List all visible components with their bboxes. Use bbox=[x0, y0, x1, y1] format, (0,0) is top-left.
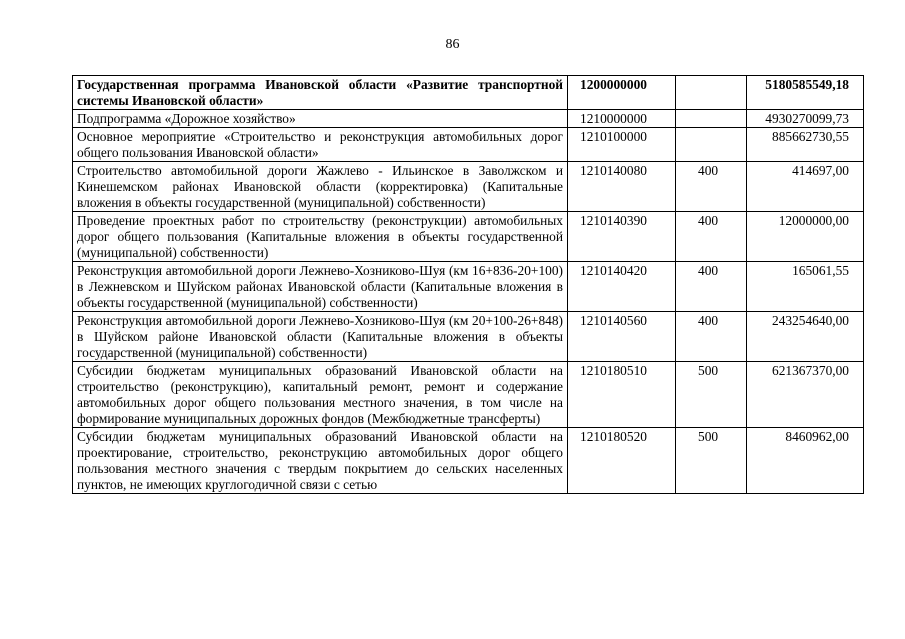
row-expense-type-cell bbox=[676, 110, 747, 128]
row-name-cell: Реконструкция автомобильной дороги Лежнево-Хозниково-Шуя (км 20+100-26+848) в Шуйском районе Ивановской области (Капитальные вложения в объекты государственной (муниципальной) собственности) bbox=[73, 312, 568, 362]
row-code-cell: 1210100000 bbox=[568, 128, 676, 162]
row-code-cell: 1210180510 bbox=[568, 362, 676, 428]
table-row bbox=[73, 76, 864, 110]
row-code-cell: 1210140390 bbox=[568, 212, 676, 262]
row-expense-type-cell: 500 bbox=[676, 428, 747, 494]
row-sum-cell: 621367370,00 bbox=[747, 362, 864, 428]
row-expense-type-cell: 400 bbox=[676, 212, 747, 262]
row-code-cell: 1210140560 bbox=[568, 312, 676, 362]
row-sum-cell: 4930270099,73 bbox=[747, 110, 864, 128]
row-expense-type-cell bbox=[676, 76, 747, 110]
budget-table-body bbox=[73, 76, 864, 494]
row-sum-cell: 8460962,00 bbox=[747, 428, 864, 494]
row-sum-cell: 165061,55 bbox=[747, 262, 864, 312]
table-row bbox=[73, 212, 864, 262]
table-row bbox=[73, 110, 864, 128]
row-name-cell: Государственная программа Ивановской области «Развитие транспортной системы Ивановской области» bbox=[73, 76, 568, 110]
row-code-cell: 1210140080 bbox=[568, 162, 676, 212]
table-row bbox=[73, 162, 864, 212]
row-sum-cell: 243254640,00 bbox=[747, 312, 864, 362]
row-name-cell: Строительство автомобильной дороги Жажлево - Ильинское в Заволжском и Кинешемском районах Ивановской области (корректировка) (Капитальные вложения в объекты государственной (муниципальной) собственности) bbox=[73, 162, 568, 212]
budget-table bbox=[72, 75, 864, 494]
row-expense-type-cell: 400 bbox=[676, 262, 747, 312]
row-name-cell: Субсидии бюджетам муниципальных образований Ивановской области на проектирование, строительство, реконструкцию автомобильных дорог общего пользования местного значения с твердым покрытием до сельских населенных пунктов, не имеющих круглогодичной связи с сетью bbox=[73, 428, 568, 494]
table-row bbox=[73, 312, 864, 362]
row-sum-cell: 885662730,55 bbox=[747, 128, 864, 162]
row-sum-cell: 5180585549,18 bbox=[747, 76, 864, 110]
row-expense-type-cell: 500 bbox=[676, 362, 747, 428]
row-expense-type-cell: 400 bbox=[676, 312, 747, 362]
row-code-cell: 1200000000 bbox=[568, 76, 676, 110]
row-code-cell: 1210140420 bbox=[568, 262, 676, 312]
row-name-cell: Проведение проектных работ по строительству (реконструкции) автомобильных дорог общего пользования (Капитальные вложения в объекты государственной (муниципальной) собственности) bbox=[73, 212, 568, 262]
row-name-cell: Основное мероприятие «Строительство и реконструкция автомобильных дорог общего пользования Ивановской области» bbox=[73, 128, 568, 162]
row-sum-cell: 12000000,00 bbox=[747, 212, 864, 262]
table-row bbox=[73, 262, 864, 312]
row-code-cell: 1210000000 bbox=[568, 110, 676, 128]
row-name-cell: Реконструкция автомобильной дороги Лежнево-Хозниково-Шуя (км 16+836-20+100) в Лежневском и Шуйском районах Ивановской области (Капитальные вложения в объекты государственной (муниципальной) собственности) bbox=[73, 262, 568, 312]
row-name-cell: Подпрограмма «Дорожное хозяйство» bbox=[73, 110, 568, 128]
row-name-cell: Субсидии бюджетам муниципальных образований Ивановской области на строительство (реконструкцию), капитальный ремонт, ремонт и содержание автомобильных дорог общего пользования местного значения, в том числе на формирование муниципальных дорожных фондов (Межбюджетные трансферты) bbox=[73, 362, 568, 428]
row-expense-type-cell bbox=[676, 128, 747, 162]
table-row bbox=[73, 428, 864, 494]
row-expense-type-cell: 400 bbox=[676, 162, 747, 212]
row-code-cell: 1210180520 bbox=[568, 428, 676, 494]
page-number: 86 bbox=[445, 37, 460, 52]
row-sum-cell: 414697,00 bbox=[747, 162, 864, 212]
table-row bbox=[73, 128, 864, 162]
table-row bbox=[73, 362, 864, 428]
